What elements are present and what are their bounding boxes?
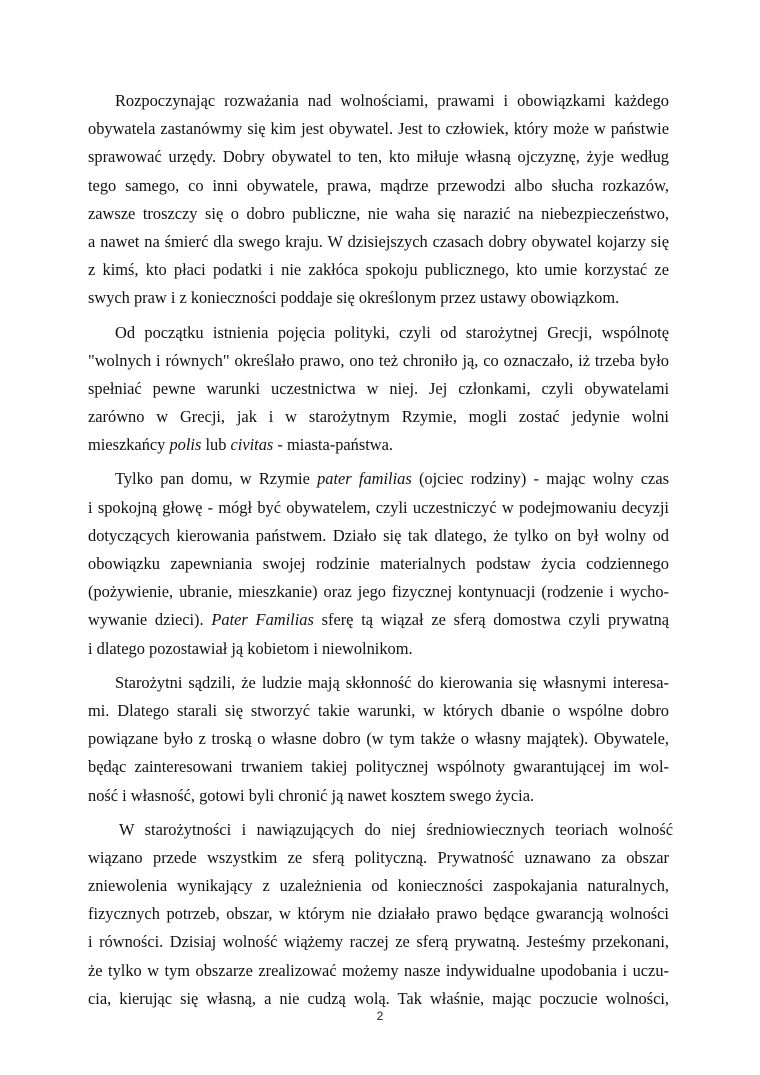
italic-term: polis bbox=[169, 435, 202, 455]
paragraph-3 bbox=[88, 465, 669, 662]
text-line: że tylko w tym obszarze zrealizować możemy nasze indywidualne upodobania i uczu- bbox=[88, 960, 669, 980]
text-line: obowiązku zapewniania swojej rodzinie materialnych podstaw życia codziennego bbox=[88, 554, 669, 573]
text-line: będąc zainteresowani trwaniem takiej politycznej wspólnoty gwarantującej im wol- bbox=[88, 757, 669, 777]
text-line: tego samego, co inni obywatele, prawa, mądrze przewodzi albo słucha rozkazów, bbox=[88, 175, 669, 195]
text-line: z kimś, kto płaci podatki i nie zakłóca spokoju publicznego, kto umie korzystać ze bbox=[88, 260, 669, 280]
paragraph-4 bbox=[88, 669, 669, 810]
text-line: swych praw i z konieczności poddaje się określonym przez ustawy obowiązkom. bbox=[88, 288, 620, 308]
italic-term: pater familias bbox=[317, 469, 412, 489]
text-line bbox=[115, 465, 669, 493]
text-run: sferę tą wiązał ze sferą domostwa czyli prywatną bbox=[313, 610, 669, 630]
text-line: Od początku istnienia pojęcia polityki, czyli od starożytnej Grecji, wspólnotę bbox=[115, 322, 669, 342]
paragraph-1 bbox=[88, 87, 669, 313]
text-line: fizycznych potrzeb, obszar, w którym nie działało prawo będące gwarancją wolności bbox=[88, 904, 669, 924]
text-line: zniewolenia wynikający z uzależnienia od konieczności zaspokajania naturalnych, bbox=[88, 876, 669, 896]
text-line: i spokojną głowę - mógł być obywatelem, czyli uczestniczyć w podejmowaniu decyzji bbox=[88, 497, 669, 517]
text-line: (pożywienie, ubranie, mieszkanie) oraz jego fizycznej kontynuacji (rodzenie i wycho- bbox=[88, 582, 669, 602]
text-line bbox=[88, 606, 669, 634]
text-line: cia, kierując się własną, a nie cudzą wolą. Tak właśnie, mając poczucie wolności, bbox=[88, 988, 669, 1008]
text-line: a nawet na śmierć dla swego kraju. W dzisiejszych czasach dobry obywatel kojarzy się bbox=[88, 231, 669, 251]
italic-term: civitas bbox=[230, 435, 274, 455]
text-line: obywatela zastanówmy się kim jest obywatel. Jest to człowiek, który może w państwie bbox=[88, 119, 669, 139]
paragraph-2 bbox=[88, 319, 669, 460]
text-line: Rozpoczynając rozważania nad wolnościami, prawami i obowiązkami każdego bbox=[115, 91, 669, 110]
text-line: wiązano przede wszystkim ze sferą polityczną. Prywatność uznawano za obszar bbox=[88, 847, 669, 867]
text-run: mieszkańcy bbox=[88, 435, 170, 455]
text-line: ność i własność, gotowi byli chronić ją nawet kosztem swego życia. bbox=[88, 785, 535, 805]
text-run: - miasta-państwa. bbox=[273, 435, 394, 455]
text-line bbox=[88, 431, 669, 459]
text-line: mi. Dlatego starali się stworzyć takie warunki, w których dbanie o wspólne dobro bbox=[88, 700, 669, 720]
text-run: wywanie dzieci). bbox=[88, 610, 212, 630]
page-number: 2 bbox=[376, 1009, 384, 1023]
text-line: i równości. Dzisiaj wolność wiążemy raczej ze sferą prywatną. Jesteśmy przekonani, bbox=[88, 932, 669, 952]
text-line: zawsze troszczy się o dobro publiczne, nie waha się narazić na niebezpieczeństwo, bbox=[88, 203, 669, 223]
italic-term: Pater Familias bbox=[211, 610, 314, 630]
text-line: sprawować urzędy. Dobry obywatel to ten, kto miłuje własną ojczyznę, żyje według bbox=[88, 147, 669, 167]
text-line: dotyczących kierowania państwem. Działo się tak dlatego, że tylko on był wolny od bbox=[88, 525, 669, 545]
text-line: spełniać pewne warunki uczestnictwa w niej. Jej członkami, czyli obywatelami bbox=[88, 378, 669, 398]
text-line: zarówno w Grecji, jak i w starożytnym Rzymie, mogli zostać jedynie wolni bbox=[88, 407, 669, 427]
text-run: lub bbox=[201, 435, 231, 455]
text-run: (ojciec rodziny) - mając wolny czas bbox=[411, 469, 669, 489]
text-line: "wolnych i równych" określało prawo, ono też chroniło ją, co oznaczało, iż trzeba było bbox=[88, 350, 669, 370]
text-line: W starożytności i nawiązujących do niej średniowiecznych teoriach wolność bbox=[119, 819, 673, 839]
paragraph-5 bbox=[88, 816, 673, 1013]
text-line: powiązane było z troską o własne dobro (w tym także o własny majątek). Obywatele, bbox=[88, 729, 669, 749]
text-run: Tylko pan domu, w Rzymie bbox=[115, 469, 318, 489]
document-body bbox=[88, 87, 673, 1013]
text-line: i dlatego pozostawiał ją kobietom i niewolnikom. bbox=[88, 638, 413, 658]
text-line: Starożytni sądzili, że ludzie mają skłonność do kierowania się własnymi interesa- bbox=[115, 672, 669, 692]
